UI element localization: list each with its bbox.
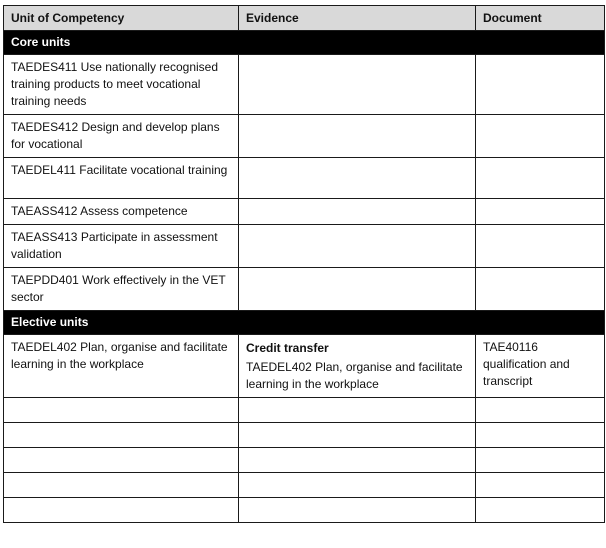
empty-cell [239, 398, 476, 423]
unit-cell: TAEASS413 Participate in assessment validation [4, 225, 239, 268]
empty-cell [4, 498, 239, 523]
core-units-heading: Core units [4, 31, 605, 55]
empty-cell [476, 498, 605, 523]
document-cell [476, 158, 605, 199]
credit-transfer-label: Credit transfer [246, 341, 329, 355]
evidence-header: Evidence [239, 6, 476, 31]
unit-cell: TAEPDD401 Work effectively in the VET sector [4, 268, 239, 311]
evidence-cell [239, 225, 476, 268]
unit-cell: TAEDEL402 Plan, organise and facilitate learning in the workplace [4, 335, 239, 398]
empty-row [4, 473, 605, 498]
unit-cell: TAEDEL411 Facilitate vocational training [4, 158, 239, 199]
document-cell [476, 268, 605, 311]
table-row [4, 268, 605, 311]
competency-table [3, 5, 605, 523]
core-units-section-row [4, 31, 605, 55]
evidence-cell [239, 115, 476, 158]
empty-cell [239, 448, 476, 473]
unit-cell: TAEDES411 Use nationally recognised training products to meet vocational training needs [4, 55, 239, 115]
document-cell [476, 115, 605, 158]
empty-cell [4, 423, 239, 448]
table-row [4, 55, 605, 115]
evidence-text: TAEDEL402 Plan, organise and facilitate learning in the workplace [246, 360, 463, 391]
empty-row [4, 498, 605, 523]
unit-cell: TAEASS412 Assess competence [4, 199, 239, 225]
document-cell [476, 55, 605, 115]
unit-cell: TAEDES412 Design and develop plans for vocational [4, 115, 239, 158]
empty-cell [4, 448, 239, 473]
evidence-cell [239, 268, 476, 311]
empty-row [4, 448, 605, 473]
table-row [4, 225, 605, 268]
header-row [4, 6, 605, 31]
empty-row [4, 398, 605, 423]
empty-cell [476, 423, 605, 448]
document-cell [476, 199, 605, 225]
elective-units-section-row [4, 311, 605, 335]
evidence-cell [239, 199, 476, 225]
table-row [4, 199, 605, 225]
empty-row [4, 423, 605, 448]
empty-cell [4, 398, 239, 423]
evidence-cell [239, 158, 476, 199]
empty-cell [476, 448, 605, 473]
empty-cell [239, 498, 476, 523]
evidence-cell [239, 55, 476, 115]
evidence-cell [239, 335, 476, 398]
elective-units-heading: Elective units [4, 311, 605, 335]
empty-cell [476, 398, 605, 423]
document-cell [476, 225, 605, 268]
empty-cell [4, 473, 239, 498]
table-row [4, 158, 605, 199]
empty-cell [476, 473, 605, 498]
document-cell: TAE40116 qualification and transcript [476, 335, 605, 398]
unit-of-competency-header: Unit of Competency [4, 6, 239, 31]
table-row [4, 115, 605, 158]
empty-cell [239, 473, 476, 498]
empty-cell [239, 423, 476, 448]
table-row [4, 335, 605, 398]
document-header: Document [476, 6, 605, 31]
